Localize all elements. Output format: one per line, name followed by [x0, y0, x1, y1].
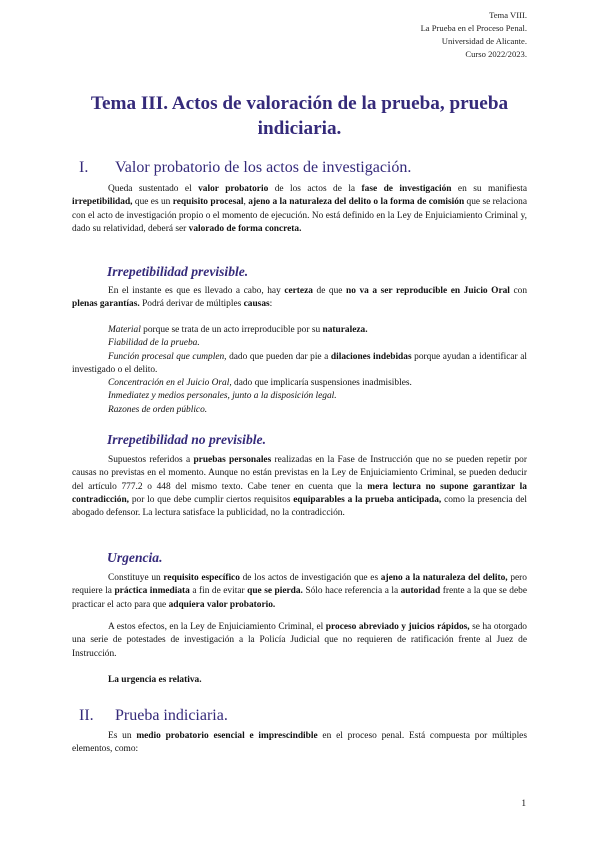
section-number: II. — [79, 707, 94, 724]
paragraph: Queda sustentado el valor probatorio de los actos de la fase de investigación en su manifiesta irrepetibilidad, que es un requisito procesal, ajeno a la naturaleza del delito o la forma de comisión que se relaciona con el acto de investigación propio o el momento de ejecución. No está definido en la Ley de Enjuiciamiento Criminal y, dado su relatividad, deberá ser valorado de forma concreta. — [72, 184, 528, 234]
header-line: La Prueba en el Proceso Penal. — [420, 23, 527, 33]
causes-list — [72, 324, 527, 417]
section-title: Prueba indiciaria. — [115, 707, 228, 724]
paragraph: La urgencia es relativa. — [108, 675, 202, 685]
title-line: Tema III. Actos de valoración de la prueba, prueba — [90, 93, 509, 114]
list-item: Razones de orden público. — [108, 404, 208, 415]
section-heading-1 — [72, 158, 527, 178]
page-number: 1 — [521, 799, 526, 809]
list-item: Fiabilidad de la prueba. — [108, 338, 200, 349]
paragraph: A estos efectos, en la Ley de Enjuiciamiento Criminal, el proceso abreviado y juicios rápidos, se ha otorgado una serie de potestades de investigación a la Policía Judicial que no requieren de ratificación frente al Juez de Instrucción. — [72, 622, 527, 659]
header-line: Curso 2022/2023. — [465, 49, 527, 59]
header-line: Tema VIII. — [489, 10, 527, 20]
section-heading-2 — [72, 706, 527, 726]
section-number: I. — [79, 159, 89, 176]
subsection-heading: Irrepetibilidad previsible. — [107, 264, 249, 279]
list-item: Función procesal que cumplen, dado que pueden dar pie a dilaciones indebidas porque ayudan a identificar al investigado o el delito. — [72, 351, 527, 375]
title-line: indiciaria. — [257, 118, 342, 139]
list-item: Material porque se trata de un acto irreproducible por su naturaleza. — [108, 325, 368, 335]
paragraph: Constituye un requisito específico de los actos de investigación que es ajeno a la naturaleza del delito, pero requiere la práctica inmediata a fin de evitar que se pierda. Sólo hace referencia a la autoridad frente a la que se debe practicar el acto para que adquiera valor probatorio. — [72, 573, 527, 610]
paragraph: Es un medio probatorio esencial e imprescindible en el proceso penal. Está compuesta por múltiples elementos, como: — [72, 731, 527, 755]
list-item: Concentración en el Juicio Oral, dado que implicaría suspensiones inadmisibles. — [108, 378, 412, 389]
subsection-heading: Urgencia. — [107, 550, 163, 565]
list-item: Inmediatez y medios personales, junto a la disposición legal. — [108, 391, 337, 402]
subsection-heading: Irrepetibilidad no previsible. — [107, 432, 266, 447]
page-header — [421, 9, 527, 61]
header-line: Universidad de Alicante. — [441, 36, 527, 46]
paragraph: En el instante es que es llevado a cabo, hay certeza de que no va a ser reproducible en Juicio Oral con plenas garantías. Podrá derivar de múltiples causas: — [72, 286, 528, 310]
paragraph: Supuestos referidos a pruebas personales realizadas en la Fase de Instrucción que no se pueden repetir por causas no previstas en el momento. Aunque no están previstas en la Ley de Enjuiciamiento Criminal, se pueden deducir del artículo 777.2 o 448 del mismo texto. Cabe tener en cuenta que la mera lectura no supone garantizar la contradicción, por lo que debe cumplir ciertos requisitos equiparables a la prueba anticipada, como la presencia del abogado defensor. La lectura satisface la publicidad, no la contradicción. — [72, 455, 527, 519]
section-title: Valor probatorio de los actos de investigación. — [115, 159, 412, 176]
document-title — [72, 91, 527, 141]
